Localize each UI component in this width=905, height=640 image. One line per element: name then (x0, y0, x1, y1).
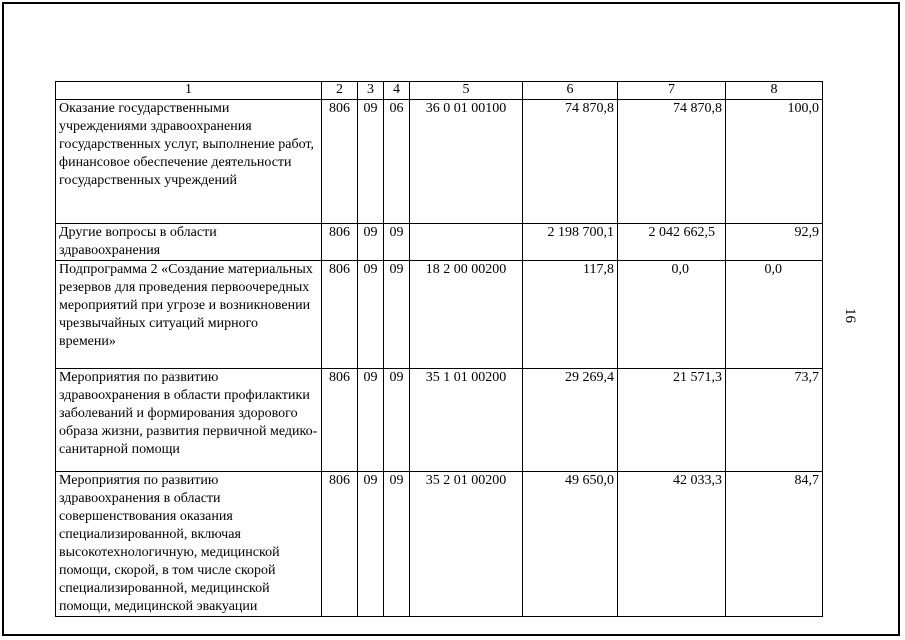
row-section-code: 09 (358, 224, 384, 261)
row-percent: 92,9 (726, 224, 823, 261)
row-section-code: 09 (358, 472, 384, 617)
header-col-2: 2 (322, 82, 358, 100)
row-percent: 84,7 (726, 472, 823, 617)
row-percent: 73,7 (726, 369, 823, 472)
row-target-code: 35 1 01 00200 (410, 369, 523, 472)
row-subsection-code: 09 (384, 224, 410, 261)
header-col-1: 1 (56, 82, 322, 100)
row-admin-code: 806 (322, 224, 358, 261)
row-executed: 2 042 662,5 (618, 224, 726, 261)
row-subsection-code: 09 (384, 369, 410, 472)
table-row (56, 369, 823, 472)
row-section-code: 09 (358, 100, 384, 224)
row-executed: 74 870,8 (618, 100, 726, 224)
row-name: Другие вопросы в области здравоохранения (56, 224, 322, 261)
row-executed: 21 571,3 (618, 369, 726, 472)
row-target-code: 18 2 00 00200 (410, 261, 523, 369)
header-col-7: 7 (618, 82, 726, 100)
row-admin-code: 806 (322, 261, 358, 369)
row-executed: 0,0 (618, 261, 726, 369)
row-subsection-code: 09 (384, 261, 410, 369)
row-admin-code: 806 (322, 369, 358, 472)
row-admin-code: 806 (322, 100, 358, 224)
row-section-code: 09 (358, 369, 384, 472)
row-name: Подпрограмма 2 «Создание материальных резервов для проведения первоочередных мероприятий при угрозе и возникновении чрезвычайных ситуаций мирного времени» (56, 261, 322, 369)
table-row (56, 261, 823, 369)
row-admin-code: 806 (322, 472, 358, 617)
budget-table (55, 81, 823, 617)
table-row (56, 224, 823, 261)
row-percent: 100,0 (726, 100, 823, 224)
row-target-code (410, 224, 523, 261)
row-planned: 29 269,4 (523, 369, 618, 472)
row-percent: 0,0 (726, 261, 823, 369)
header-col-4: 4 (384, 82, 410, 100)
row-planned: 74 870,8 (523, 100, 618, 224)
row-target-code: 35 2 01 00200 (410, 472, 523, 617)
page-number: 16 (842, 308, 858, 323)
header-col-6: 6 (523, 82, 618, 100)
row-executed: 42 033,3 (618, 472, 726, 617)
row-planned: 117,8 (523, 261, 618, 369)
table-row (56, 100, 823, 224)
row-subsection-code: 09 (384, 472, 410, 617)
row-subsection-code: 06 (384, 100, 410, 224)
header-col-5: 5 (410, 82, 523, 100)
row-name: Оказание государственными учреждениями здравоохранения государственных услуг, выполнение работ, финансовое обеспечение деятельности государственных учреждений (56, 100, 322, 224)
row-planned: 2 198 700,1 (523, 224, 618, 261)
header-col-3: 3 (358, 82, 384, 100)
row-section-code: 09 (358, 261, 384, 369)
row-planned: 49 650,0 (523, 472, 618, 617)
table-row (56, 472, 823, 617)
row-name: Мероприятия по развитию здравоохранения в области совершенствования оказания специализированной, включая высокотехнологичную, медицинской помощи, скорой, в том числе скорой специализированной, медицинской помощи, медицинской эвакуации (56, 472, 322, 617)
table-header-row (56, 82, 823, 100)
header-col-8: 8 (726, 82, 823, 100)
row-name: Мероприятия по развитию здравоохранения в области профилактики заболеваний и формирования здорового образа жизни, развития первичной медико-санитарной помощи (56, 369, 322, 472)
row-target-code: 36 0 01 00100 (410, 100, 523, 224)
